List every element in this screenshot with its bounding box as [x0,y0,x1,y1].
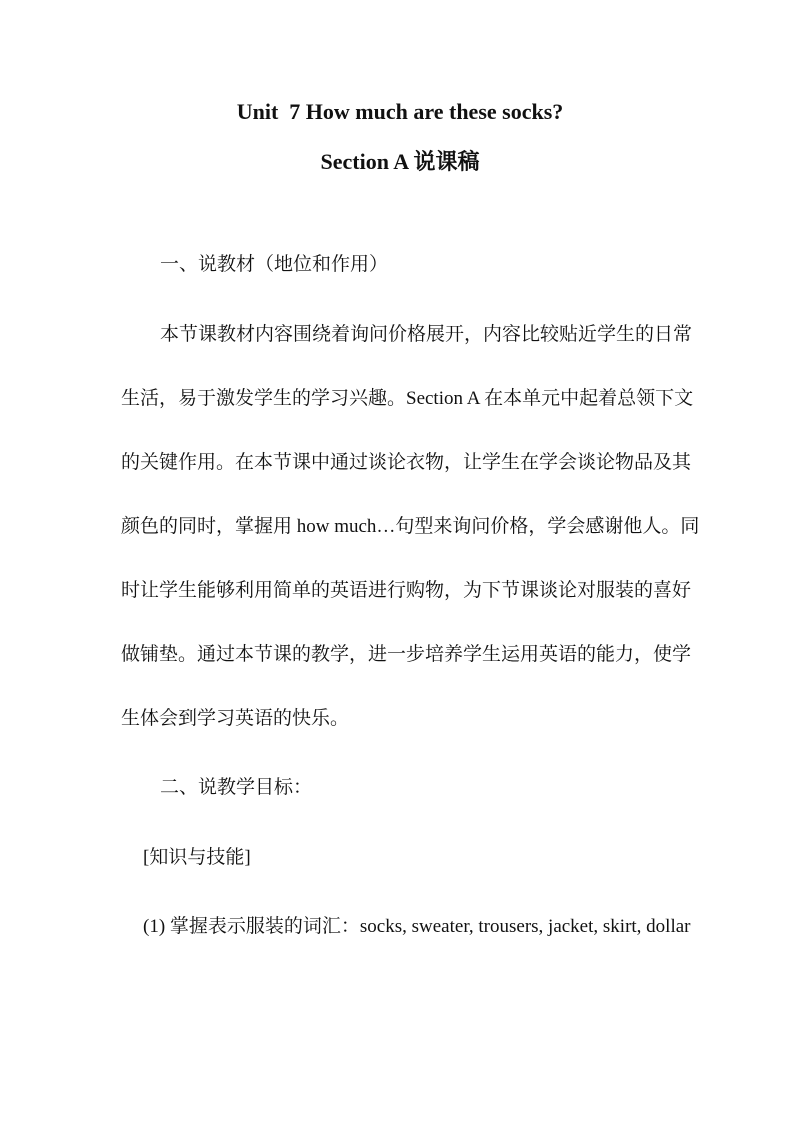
paragraph-line: 时让学生能够利用简单的英语进行购物，为下节课谈论对服装的喜好 [121,580,692,601]
paragraph-line: 的关键作用。在本节课中通过谈论衣物，让学生在学会谈论物品及其 [121,452,692,473]
list-item: (1) 掌握表示服装的词汇：socks, sweater, trousers, jacket, skirt, dollar [143,916,691,937]
paragraph-line: 做铺垫。通过本节课的教学，进一步培养学生运用英语的能力，使学 [121,644,692,665]
document-subtitle: Section A 说课稿 [320,149,480,174]
section-heading-1: 一、说教材（地位和作用） [160,254,389,275]
paragraph-line: 本节课教材内容围绕着询问价格展开，内容比较贴近学生的日常 [160,324,693,345]
paragraph-line: 生活，易于激发学生的学习兴趣。Section A 在本单元中起着总领下文 [121,388,694,409]
section-heading-2: 二、说教学目标： [160,777,313,798]
document-title: Unit 7 How much are these socks? [236,99,564,124]
subheading-knowledge-skills: [知识与技能] [143,847,251,868]
paragraph-line: 生体会到学习英语的快乐。 [121,708,350,729]
paragraph-line: 颜色的同时，掌握用 how much…句型来询问价格，学会感谢他人。同 [121,516,700,537]
